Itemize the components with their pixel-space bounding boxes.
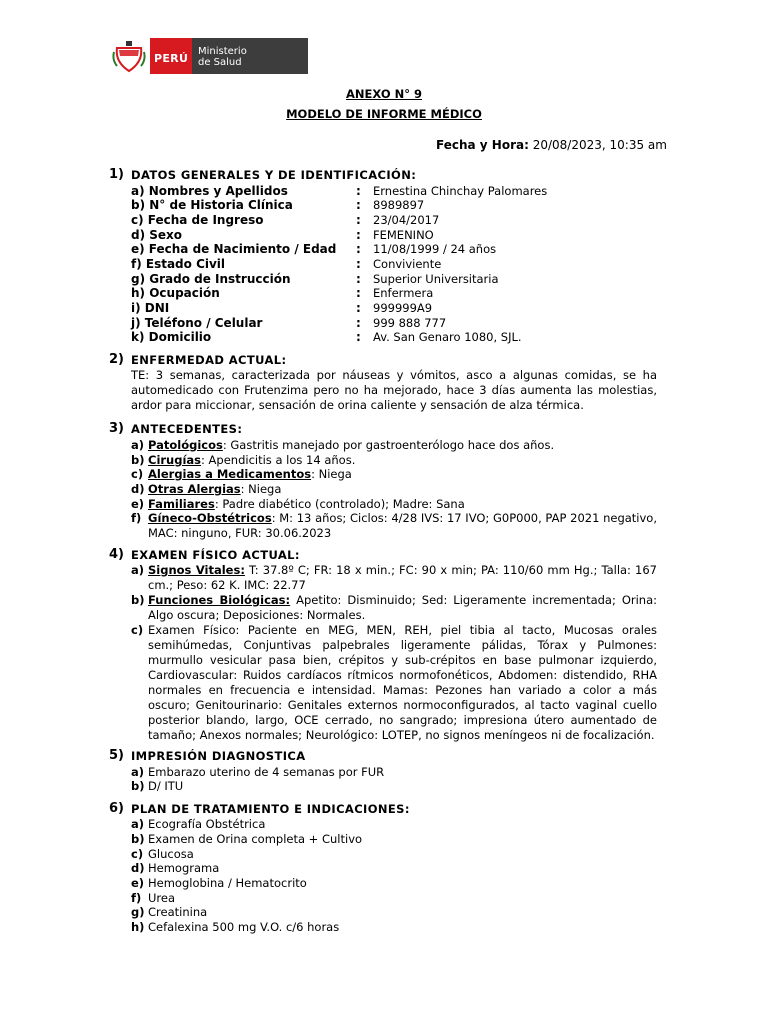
list-item (131, 847, 657, 862)
section-2-title: ENFERMEDAD ACTUAL: (131, 353, 287, 367)
field-colon: : (356, 198, 361, 212)
field-colon: : (356, 184, 361, 198)
logo-ministry-line2: de Salud (198, 57, 242, 68)
field-label: g) Grado de Instrucción (131, 272, 291, 286)
section-2-number: 2) (109, 352, 124, 367)
section-6-number: 6) (109, 801, 124, 816)
list-item (131, 817, 657, 832)
field-value: 23/04/2017 (373, 213, 440, 227)
item-text: : Padre diabético (controlado); Madre: Sana (214, 497, 465, 511)
logo-ministry (192, 38, 308, 74)
item-marker: a) (131, 563, 145, 577)
item-text: Examen Físico: Paciente en MEG, MEN, REH, piel tibia al tacto, Mucosas orales semihúmedas, Conjuntivas palpebrales ligeramente pálidas, Tórax y Pulmones: murmullo vesicular pasa bien, crépitos y sub-crépitos en base pulmonar izquierdo, Cardiovascular: Ruidos cardíacos rítmicos normofonéticos, Abdomen: distendido, RHA normales en frecuencia e intensidad. Mamas: Pezones han variado a color a más oscuro; Genitourinario: Genitales externos normoconfigurados, al tacto vaginal cuello posterior blando, largo, OCE cerrado, no sangrado; impresiona útero aumentado de tamaño; Anexos normales; Neurológico: LOTEP, no signos meníngeos ni de focalización. (148, 623, 657, 742)
item-text: Urea (148, 891, 176, 905)
item-text: Examen de Orina completa + Cultivo (148, 832, 363, 846)
field-colon: : (356, 301, 361, 315)
list-item (131, 511, 657, 541)
item-label: Cirugías (148, 453, 202, 467)
list-item (131, 497, 657, 512)
item-text: T: 37.8º C; FR: 18 x min.; FC: 90 x min; PA: 110/60 mm Hg.; Talla: 167 cm.; Peso: 62 K. IMC: 22.77 (148, 563, 657, 592)
field-label: d) Sexo (131, 228, 183, 242)
field-colon: : (356, 242, 361, 256)
item-marker: d) (131, 482, 145, 496)
item-text: D/ ITU (148, 779, 184, 793)
annex-title: ANEXO N° 9 (346, 87, 422, 101)
field-colon: : (356, 213, 361, 227)
item-marker: a) (131, 765, 145, 779)
field-value: Superior Universitaria (373, 272, 499, 286)
section-6-title: PLAN DE TRATAMIENTO E INDICACIONES: (131, 802, 410, 816)
field-value: Av. San Genaro 1080, SJL. (373, 330, 522, 344)
section-1-title: DATOS GENERALES Y DE IDENTIFICACIÓN: (131, 168, 417, 182)
item-marker: h) (131, 920, 145, 934)
item-marker: a) (131, 438, 145, 452)
section-3-number: 3) (109, 421, 124, 436)
list-item (131, 765, 657, 780)
item-marker: a) (131, 817, 145, 831)
field-label: e) Fecha de Nacimiento / Edad (131, 242, 337, 256)
item-text: Cefalexina 500 mg V.O. c/6 horas (148, 920, 340, 934)
field-value: 999 888 777 (373, 316, 447, 330)
datetime-label: Fecha y Hora: (436, 138, 529, 152)
item-marker: b) (131, 779, 145, 793)
item-label: Signos Vitales: (148, 563, 245, 577)
item-label: Otras Alergias (148, 482, 241, 496)
document-title: MODELO DE INFORME MÉDICO (286, 107, 482, 121)
item-marker: b) (131, 593, 145, 607)
list-item (131, 891, 657, 906)
field-colon: : (356, 286, 361, 300)
item-label: Gíneco-Obstétricos (148, 511, 272, 525)
item-text: Hemoglobina / Hematocrito (148, 876, 307, 890)
field-colon: : (356, 228, 361, 242)
list-item (131, 876, 657, 891)
item-label: Familiares (148, 497, 215, 511)
field-value: Ernestina Chinchay Palomares (373, 184, 548, 198)
field-label: b) N° de Historia Clínica (131, 198, 293, 212)
section-5-number: 5) (109, 748, 124, 763)
item-marker: g) (131, 905, 145, 919)
item-marker: c) (131, 847, 144, 861)
list-item (131, 920, 657, 935)
item-marker: c) (131, 623, 144, 637)
field-value: Conviviente (373, 257, 442, 271)
field-label: i) DNI (131, 301, 170, 315)
datetime-value: 20/08/2023, 10:35 am (532, 138, 667, 152)
field-colon: : (356, 316, 361, 330)
list-item (131, 438, 657, 453)
list-item (131, 467, 657, 482)
item-label: Alergias a Medicamentos (148, 467, 312, 481)
current-illness-text: TE: 3 semanas, caracterizada por náuseas y vómitos, asco a algunas comidas, se ha automedicado con Frutenzima pero no ha mejorado, hace 3 días aumenta las molestias, ardor para miccionar, sensación de orina caliente y sensación de alza térmica. (131, 368, 657, 412)
item-text: : Gastritis manejado por gastroenterólogo hace dos años. (222, 438, 555, 452)
field-value: Enfermera (373, 286, 434, 300)
item-text: Glucosa (148, 847, 194, 861)
list-item (131, 453, 657, 468)
section-4-title: EXAMEN FÍSICO ACTUAL: (131, 548, 300, 562)
field-colon: : (356, 272, 361, 286)
item-marker: f) (131, 511, 142, 525)
field-value: 8989897 (373, 198, 425, 212)
item-text: : Niega (240, 482, 282, 496)
section-3-title: ANTECEDENTES: (131, 422, 243, 436)
field-label: k) Domicilio (131, 330, 212, 344)
field-value: 999999A9 (373, 301, 433, 315)
field-value: FEMENINO (373, 228, 434, 242)
field-label: a) Nombres y Apellidos (131, 184, 288, 198)
list-item (131, 905, 657, 920)
item-label: Patológicos (148, 438, 223, 452)
item-marker: d) (131, 861, 145, 875)
field-label: h) Ocupación (131, 286, 220, 300)
list-item (131, 593, 657, 623)
item-text: Embarazo uterino de 4 semanas por FUR (148, 765, 385, 779)
item-label: Funciones Biológicas: (148, 593, 291, 607)
item-marker: e) (131, 876, 145, 890)
list-item (131, 482, 657, 497)
field-colon: : (356, 330, 361, 344)
item-text: Hemograma (148, 861, 220, 875)
section-5-title: IMPRESIÓN DIAGNOSTICA (131, 749, 306, 763)
list-item (131, 861, 657, 876)
field-label: c) Fecha de Ingreso (131, 213, 264, 227)
item-text: Ecografía Obstétrica (148, 817, 266, 831)
list-item (131, 779, 657, 794)
item-text: Creatinina (148, 905, 208, 919)
section-4-number: 4) (109, 547, 124, 562)
item-text: : Niega (311, 467, 352, 481)
item-marker: f) (131, 891, 142, 905)
field-label: f) Estado Civil (131, 257, 226, 271)
item-marker: e) (131, 497, 145, 511)
item-marker: b) (131, 453, 145, 467)
peru-coat-of-arms-icon (111, 38, 147, 74)
list-item (131, 832, 657, 847)
item-text: Apetito: Disminuido; Sed: Ligeramente incrementada; Orina: Algo oscura; Deposiciones: Normales. (148, 593, 658, 622)
item-marker: b) (131, 832, 145, 846)
list-item (131, 623, 657, 743)
field-value: 11/08/1999 / 24 años (373, 242, 497, 256)
section-1-number: 1) (109, 167, 124, 182)
field-colon: : (356, 257, 361, 271)
item-marker: c) (131, 467, 144, 481)
field-label: j) Teléfono / Celular (131, 316, 263, 330)
list-item (131, 563, 657, 593)
item-text: : Apendicitis a los 14 años. (201, 453, 356, 467)
report-datetime (436, 138, 667, 152)
logo-country-label: PERÚ (150, 38, 192, 74)
item-text: : M: 13 años; Ciclos: 4/28 IVS: 17 IVO; G0P000, PAP 2021 negativo, MAC: ninguno, FUR: 30.06.2023 (148, 511, 657, 540)
logo-ministry-line1: Ministerio (198, 46, 247, 57)
